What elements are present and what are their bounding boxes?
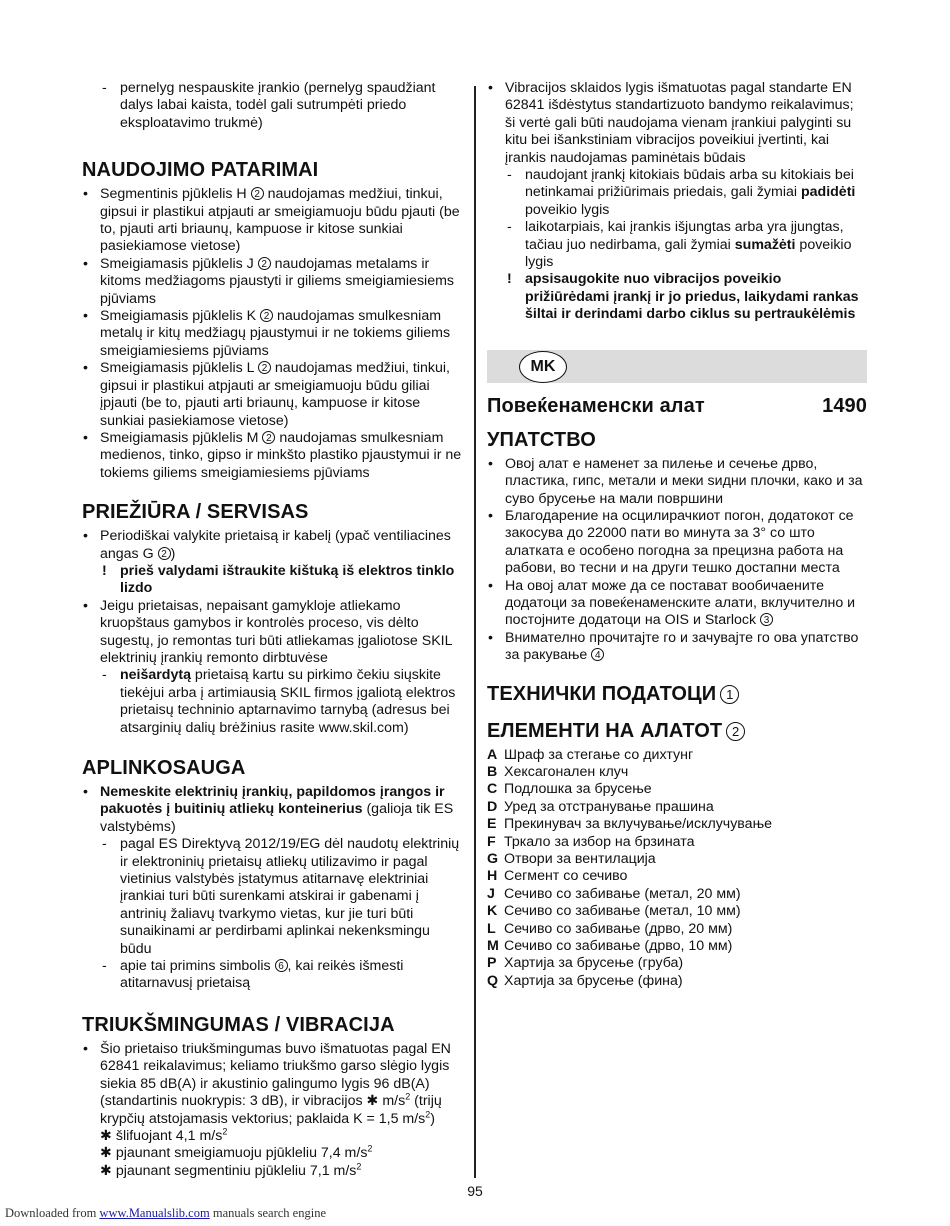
column-divider — [474, 86, 476, 1178]
list-item: - apie tai primins simbolis 6 , kai reikės išmesti atitarnavusį prietaisą — [102, 958, 404, 992]
intro-dash-list — [100, 80, 462, 132]
list-item: - pagal ES Direktyvą 2012/19/EG dėl naudotų elektrinių ir elektroninių prietaisų atliekų utilizavimo ir pagal vietinius valstybės įstatymus atitarnavę elektriniai įrankiai turi būti surenkami atskirai ir gabenami į antrinių žaliavų tvarkymo vietas, kur jie turi būti sunaikinami ar perdirbami aplinkai nekenksmingu būdu — [102, 836, 460, 957]
product-title-line — [487, 394, 867, 418]
list-item: D Уред за отстранување прашина — [487, 798, 714, 815]
language-band — [487, 350, 867, 383]
circled-number: 2 — [258, 257, 271, 270]
circled-number: 2 — [726, 722, 745, 741]
circled-number: 4 — [591, 648, 604, 661]
section-heading-tips: NAUDOJIMO PATARIMAI — [82, 159, 319, 182]
noise-list — [82, 1041, 462, 1180]
elements-list — [487, 747, 867, 991]
warning-item: ! apsisaugokite nuo vibracijos poveikio prižiūrėdami įrankį ir jo priedus, laikydami rankas šiltai ir derindami darbo ciklus su pertraukėlėmis — [507, 271, 859, 323]
circled-number: 1 — [720, 685, 739, 704]
dash-list — [100, 836, 462, 993]
list-item: - laikotarpiais, kai įrankis išjungtas arba yra įjungtas, tačiau juo nedirbama, gali žymiai sumažėti poveikio lygis — [507, 219, 852, 271]
list-item: • Овој алат е наменет за пилење и сечење дрво, пластика, гипс, метали и меки ѕидни плочки, како и за суво брусење на мали површини — [487, 456, 867, 508]
section-heading-service: PRIEŽIŪRA / SERVISAS — [82, 501, 309, 524]
vibration-list — [487, 80, 867, 324]
environment-list — [82, 784, 462, 993]
list-item: F Тркало за избор на брзината — [487, 833, 695, 850]
dash-list — [100, 667, 462, 737]
list-item: Q Хартија за брусење (фина) — [487, 972, 683, 989]
section-heading-elements: ЕЛЕМЕНТИ НА АЛАТОТ 2 — [487, 719, 867, 743]
download-footer: Downloaded from www.Manualslib.com manuals search engine — [5, 1206, 326, 1220]
list-item: L Сечиво со забивање (дрво, 20 мм) — [487, 920, 733, 937]
language-badge: MK — [519, 351, 567, 383]
list-item: P Хартија за брусење (груба) — [487, 955, 684, 972]
list-item: M Сечиво со забивање (дрво, 10 мм) — [487, 938, 733, 955]
list-item: G Отвори за вентилација — [487, 851, 656, 867]
star-icon: ✱ — [100, 1162, 112, 1179]
service-list — [82, 528, 462, 737]
list-item: J Сечиво со забивање (метал, 20 мм) — [487, 885, 741, 902]
section-heading-manual: УПАТСТВО — [487, 428, 596, 451]
circled-number: 2 — [260, 309, 273, 322]
list-item: • Smeigiamasis pjūklelis K 2 naudojamas smulkesniam metalų ir kitų medžiagų pjaustymui ir ne tokiems giliems smeigiamiesiems pjūviams — [82, 308, 462, 360]
list-item: • Segmentinis pjūklelis H 2 naudojamas medžiui, tinkui, gipsui ir plastikui atpjauti ar smeigiamuoju būdu pjauti (be to, pjauti arti briaunų, kampuose ir kitose sunkiai pasiekiamose vietose) — [82, 186, 462, 256]
list-item: • Внимателно прочитајте го и зачувајте го ова упатство за ракување 4 — [487, 630, 867, 665]
list-item: • Nemeskite elektrinių įrankių, papildomos įrangos ir pakuotės į buitinių atliekų konteinerius (galioja tik ES valstybėms) - pagal ES Direktyvą 2012/19/EG dėl naudotų elektrinių ir elektroninių prietaisų atliekų utilizavimo ir pagal vietinius valstybės įstatymus atitarnavę elektriniai įrankiai turi būti surenkami atskirai ir gabenami į antrinių žaliavų tvarkymo vietas, kur jie turi būti sunaikinami ar perdirbami aplinkai nekenksmingu būdu - apie tai primins simbolis 6 , kai reikės išmesti atitarnavusį prietaisą — [82, 784, 462, 993]
product-number: 1490 — [822, 394, 867, 417]
circled-number: 2 — [251, 187, 264, 200]
circled-number: 6 — [275, 959, 288, 972]
circled-number: 3 — [760, 613, 773, 626]
left-column — [82, 80, 462, 1180]
list-item: B Хексагонален клуч — [487, 763, 629, 780]
star-icon: ✱ — [366, 1093, 379, 1110]
list-item: E Прекинувач за вклучување/исклучување — [487, 816, 772, 833]
list-item: • Jeigu prietaisas, nepaisant gamykloje atliekamo kruopštaus gamybos ir kontrolės proceso, vis dėlto sugestų, jo remontas turi būti atliekamas įgaliotose SKIL elektrinių įrankių remonto dirbtuvėse - neišardytą prietaisą kartu su pirkimo čekiu siųskite tiekėjui arba į artimiausią SKIL firmos įgaliotą elektros prietaisų techninio aptarnavimo tarnybą (adresus bei atsarginių dalių brėžinius rasite www.skil.com) — [82, 598, 462, 737]
page-number: 95 — [467, 1183, 483, 1199]
list-item: - naudojant įrankį kitokiais būdais arba su kitokiais bei netinkamai prižiūrimais priedais, gali žymiai padidėti poveikio lygis — [507, 167, 856, 218]
star-icon: ✱ — [100, 1127, 112, 1144]
manualslib-link[interactable]: www.Manualslib.com — [99, 1206, 210, 1220]
section-heading-environment: APLINKOSAUGA — [82, 757, 246, 779]
list-item: K Сечиво со забивање (метал, 10 мм) — [487, 903, 741, 920]
circled-number: 2 — [262, 431, 275, 444]
tips-list — [82, 186, 462, 482]
warning-item: ! prieš valydami ištraukite kištuką iš elektros tinklo lizdo — [102, 562, 455, 597]
list-item: - neišardytą prietaisą kartu su pirkimo čekiu siųskite tiekėjui arba į artimiausią SKIL firmos įgaliotą elektros prietaisų techninio aptarnavimo tarnybą (adresus bei atsarginių dalių brėžinius rasite www.skil.com) — [102, 667, 456, 736]
list-item: C Подлошка за брусење — [487, 781, 652, 798]
product-title: Повеќенаменски алат — [487, 394, 705, 417]
manual-list — [487, 456, 867, 665]
list-item: • Благодарение на осцилирачкиот погон, додатокот се закосува до 22000 пати во минута за 3° со што алатката е особено погодна за прецизна работа на рабови, во тесни и на други тешко достапни места — [487, 508, 867, 578]
right-column — [487, 80, 867, 990]
list-item: • Šio prietaiso triukšmingumas buvo išmatuotas pagal EN 62841 reikalavimus; keliamo triukšmo garso slėgio lygis siekia 85 dB(A) ir akustinio galingumo lygis 96 dB(A) (standartinis nuokrypis: 3 dB), ir vibracijos ✱ $m/s^2$ (trijų krypčių atstojamasis vektorius; paklaida K = 1,5 $m/s^2$) ✱ šlifuojant 4,1 $m/s^2$ ✱ pjaunant smeigiamuoju pjūkleliu 7,4 $m/s^2$ ✱ pjaunant segmentiniu pjūkleliu 7,1 $m/s^2$ — [82, 1041, 462, 1180]
list-item: A Шраф за стегање со дихтунг — [487, 746, 694, 763]
dash-list — [505, 167, 867, 324]
list-item: • Periodiškai valykite prietaisą ir kabelį (ypač ventiliacines angas G 2 ) ! prieš valydami ištraukite kištuką iš elektros tinklo lizdo — [82, 528, 462, 598]
circled-number: 2 — [258, 361, 271, 374]
list-item: • Smeigiamasis pjūklelis L 2 naudojamas medžiui, tinkui, gipsui ir plastikui atpjauti ar smeigiamuoju būdu giliai įpjauti (be to, pjauti arti briaunų, kampuose ir kitose sunkiai pasiekiamose vietose) — [82, 360, 462, 430]
section-heading-tech: ТЕХНИЧКИ ПОДАТОЦИ 1 — [487, 682, 867, 706]
list-item: - pernelyg nespauskite įrankio (pernelyg spaudžiant dalys labai kaista, todėl gali sutrumpėti priedo eksploatavimo trukmė) — [102, 80, 436, 131]
list-item: • Smeigiamasis pjūklelis M 2 naudojamas smulkesniam medienos, tinko, gipso ir minkšto plastiko pjaustymui ir ne tokiems giliems smeigiamiesiems pjūviams — [82, 430, 462, 482]
star-icon: ✱ — [100, 1145, 112, 1162]
section-heading-noise: TRIUKŠMINGUMAS / VIBRACIJA — [82, 1013, 395, 1036]
list-item: • Smeigiamasis pjūklelis J 2 naudojamas metalams ir kitoms medžiagoms pjaustyti ir giliems smeigiamiesiems pjūviams — [82, 256, 462, 308]
list-item: • На овој алат може да се постават вообичаените додатоци за повеќенаменските алати, вклучително и постојните додатоци на OIS и Starlock 3 — [487, 578, 867, 630]
circled-number: 2 — [158, 547, 171, 560]
list-item: H Сегмент со сечиво — [487, 868, 628, 885]
warning-list — [100, 563, 462, 598]
list-item: • Vibracijos sklaidos lygis išmatuotas pagal standarte EN 62841 išdėstytus standartizuoto bandymo reikalavimus; ši vertė gali būti naudojama vienam įrankiui palyginti su kitu bei išankstiniam vibracijos poveikiui įvertinti, kai įrankis naudojamas paminėtais būdais - naudojant įrankį kitokiais būdais arba su kitokiais bei netinkamai prižiūrimais priedais, gali žymiai padidėti poveikio lygis - laikotarpiais, kai įrankis išjungtas arba yra įjungtas, tačiau juo nedirbama, gali žymiai sumažėti poveikio lygis ! apsisaugokite nuo vibracijos poveikio prižiūrėdami įrankį ir jo priedus, laikydami rankas šiltai ir derindami darbo ciklus su pertraukėlėmis — [487, 80, 867, 324]
